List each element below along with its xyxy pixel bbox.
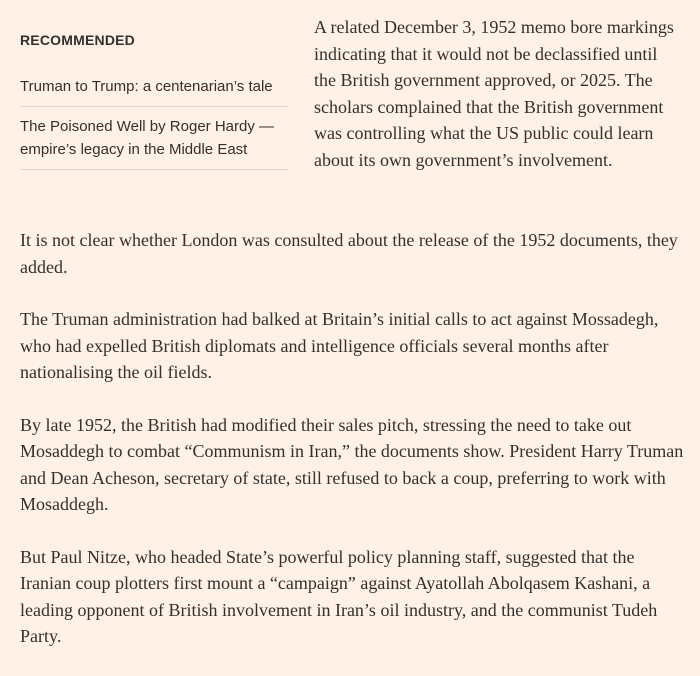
article-paragraph: The Truman administration had balked at Britain’s initial calls to act against Mossadegh, who had expelled British diplomats and intelligence officials several months after nationalising the oil fields.	[20, 309, 659, 382]
recommended-link-poisoned-well[interactable]: The Poisoned Well by Roger Hardy — empire’s legacy in the Middle East	[20, 115, 288, 170]
recommended-box	[20, 30, 288, 170]
article-paragraph: It is not clear whether London was consulted about the release of the 1952 documents, they added.	[20, 230, 678, 277]
article-paragraph: But Paul Nitze, who headed State’s powerful policy planning staff, suggested that the Iranian coup plotters first mount a “campaign” against Ayatollah Abolqasem Kashani, a leading opponent of British involvement in Iran’s oil industry, and the communist Tudeh Party.	[20, 546, 658, 646]
article-paragraph: By late 1952, the British had modified their sales pitch, stressing the need to take out Mosaddegh to combat “Communism in Iran,” the documents show. President Harry Truman and Dean Acheson, secretary of state, still refused to back a coup, preferring to work with Mosaddegh.	[20, 414, 684, 514]
article-paragraphs	[20, 227, 685, 676]
recommended-list	[20, 75, 288, 170]
recommended-heading: RECOMMENDED	[20, 32, 135, 48]
recommended-link-truman-to-trump[interactable]: Truman to Trump: a centenarian’s tale	[20, 75, 288, 107]
article-paragraph: A related December 3, 1952 memo bore markings indicating that it would not be declassified until the British government approved, or 2025. The scholars complained that the British government was controlling what the US public could learn about its own government’s involvement.	[314, 17, 674, 170]
